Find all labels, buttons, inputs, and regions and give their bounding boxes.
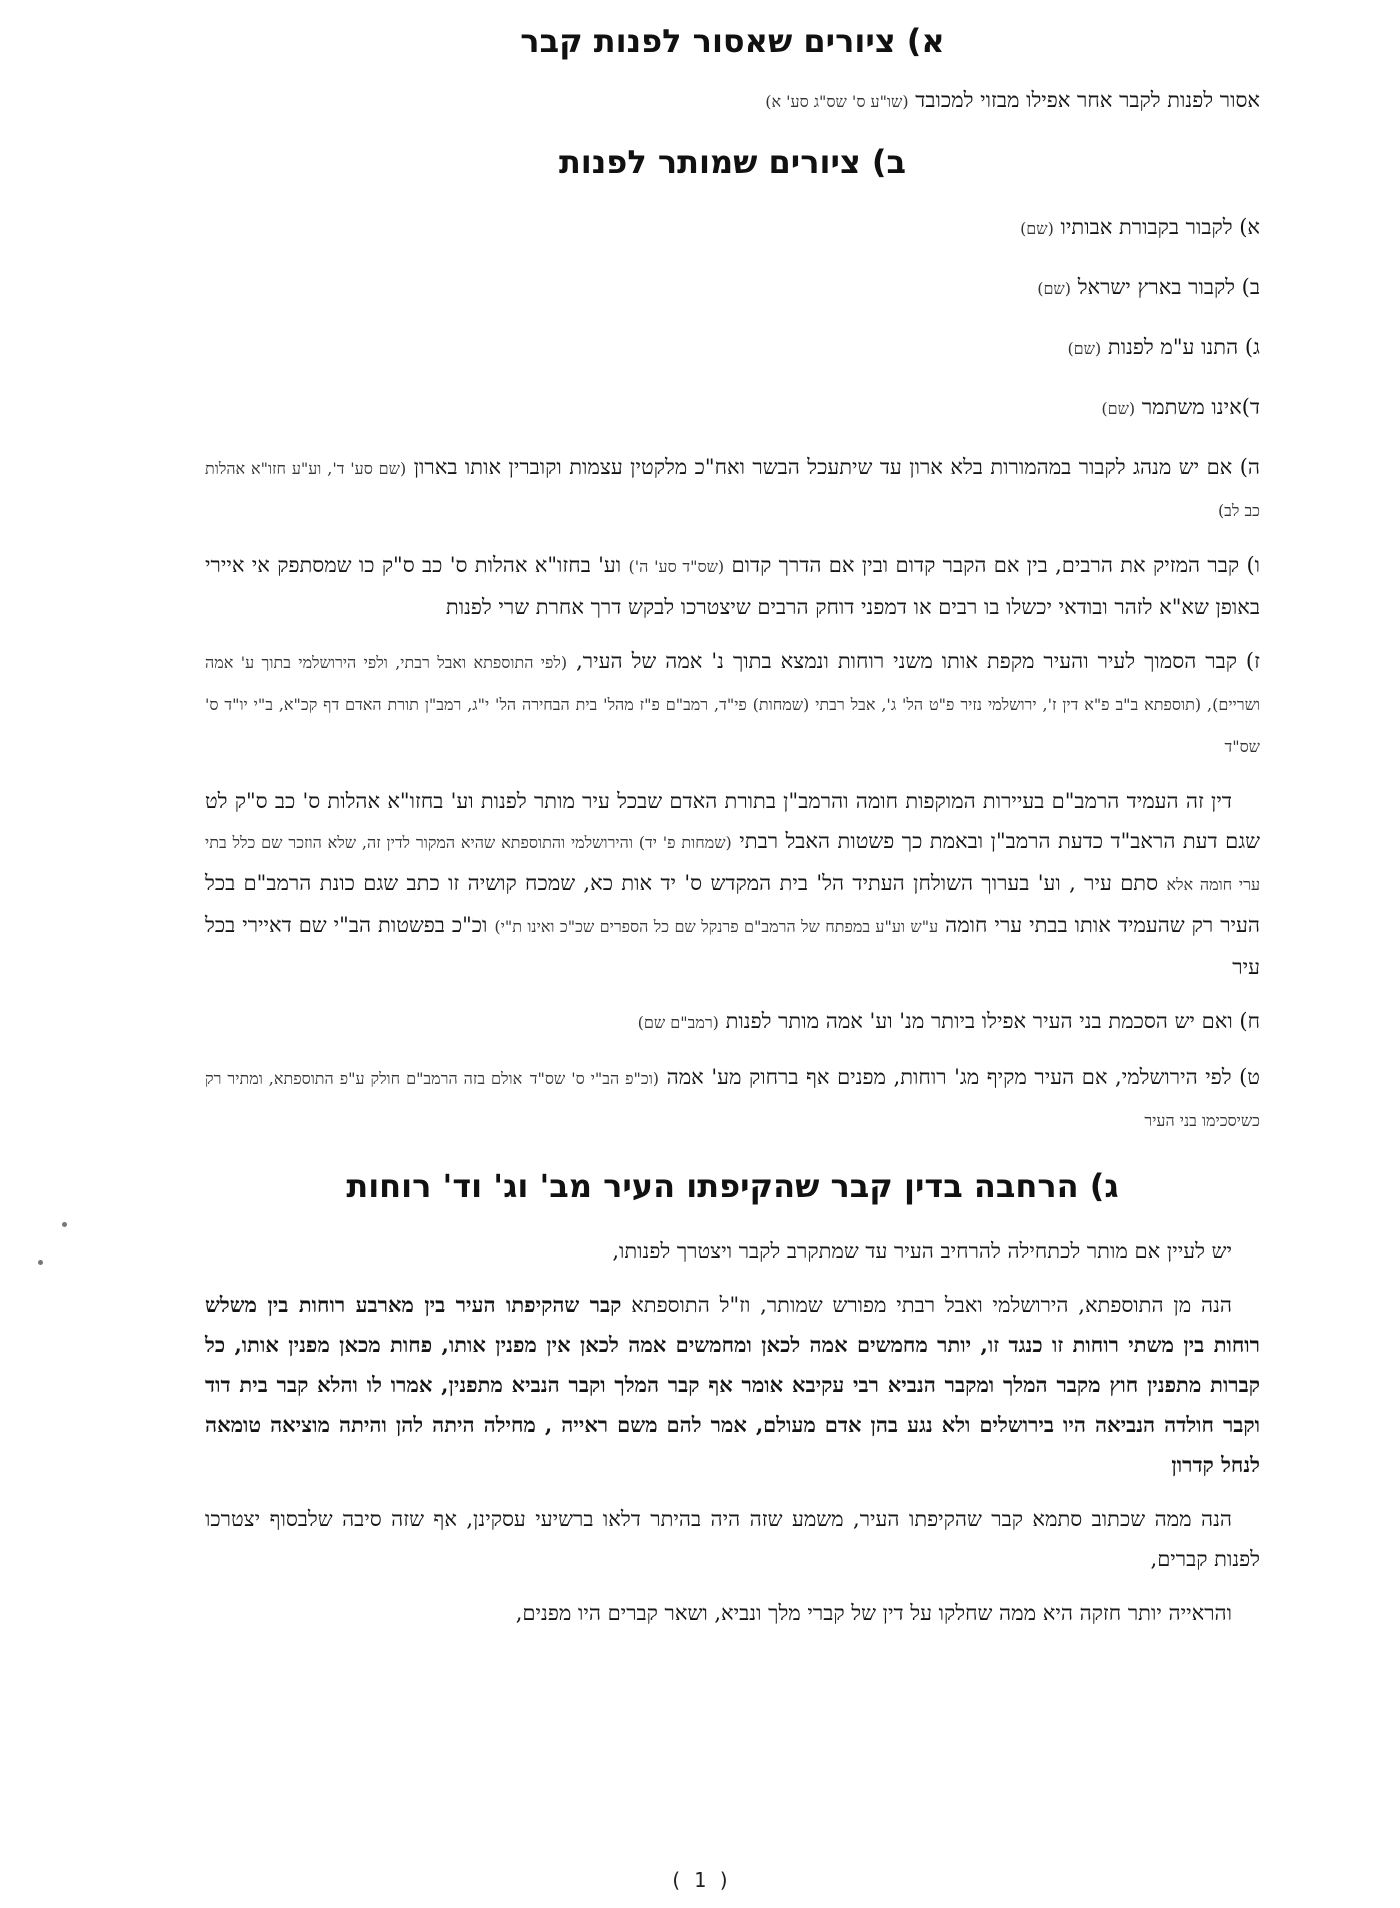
din-text: וכ"כ בפשטות הב"י שם דאיירי בכל עיר — [205, 913, 1260, 979]
list-item — [205, 1057, 1260, 1141]
din-paragraph — [205, 781, 1260, 987]
list-item — [205, 387, 1260, 429]
list-item-text: א) לקבור בקבורת אבותיו — [1060, 215, 1260, 239]
section-a-intro-ref: (שו"ע ס' שס"ג סע' א) — [765, 92, 909, 111]
list-item-ref: (שם) — [1037, 279, 1071, 298]
section-b-title: ב) ציורים שמותר לפנות — [558, 143, 907, 181]
list-item-text: ז) קבר הסמוך לעיר והעיר מקפת אותו משני רוחות ונמצא בתוך נ' אמה של העיר, — [576, 649, 1260, 673]
list-item-ref: (שם) — [1020, 219, 1054, 238]
din-ref: (שמחות פ' יד) והירושלמי והתוספתא שהיא המקור לדין זה, שלא הוזכר שם כלל בתי ערי חומה אלא — [205, 833, 1261, 894]
list-item-text: ט) לפי הירושלמי, אם העיר מקיף מג' רוחות, מפנים אף ברחוק מע' אמה — [666, 1065, 1260, 1089]
list-item-continuation: וע' בחזו"א אהלות ס' כב ס"ק כו שמסתפק אי איירי באופן שא"א לזהר ובודאי יכשלו בו רבים או דמפני דוחק הרבים שיצטרכו לבקש דרך אחרת שרי לפנות — [205, 553, 1260, 619]
section-c-quote: קבר שהקיפתו העיר בין מארבע רוחות בין משלש רוחות בין משתי רוחות זו כנגד זו, יותר מחמשים אמה לכאן ומחמשים אמה לכאן אין מפנין אותו, פחות מכאן מפנין אותו, כל קברות מתפנין חוץ מקבר המלך ומקבר הנביא רבי עקיבא אומר אף קבר המלך וקבר הנביא מתפנין, אמרו לו והלא קבר בית דוד וקבר חולדה הנביאה היו בירושלים ולא נגע בהן אדם מעולם, אמר להם משם ראייה , מחילה היתה להן והיתה מוציאה טומאה לנחל קדרון — [205, 1292, 1260, 1477]
list-item-text: ה) אם יש מנהג לקבור במהמורות בלא ארון עד שיתעכל הבשר ואח"כ מלקטין עצמות וקוברין אותו בארון — [413, 455, 1260, 479]
list-item-text: ב) לקבור בארץ ישראל — [1077, 275, 1260, 299]
list-item-ref: (לפי התוספתא ואבל רבתי, ולפי הירושלמי בתוך ע' אמה ושריים), (תוספתא ב"ב פ"א דין ז', ירושלמי נזיר פ"ט הל' ג', אבל רבתי (שמחות) פי"ד, רמב"ם פ"ז מהל' בית הבחירה הל' י"ג, רמב"ן תורת האדם דף קכ"א, ב"י יו"ד ס' שס"ד — [205, 653, 1260, 756]
section-c-title: ג) הרחבה בדין קבר שהקיפתו העיר מב' וג' וד' רוחות — [346, 1167, 1119, 1205]
section-c-lead: הנה מן התוספתא, הירושלמי ואבל רבתי מפורש שמותר, וז"ל התוספתא — [631, 1293, 1232, 1317]
section-c-paragraph: יש לעיין אם מותר לכתחילה להרחיב העיר עד שמתקרב לקבר ויצטרך לפנותו, — [612, 1239, 1232, 1263]
list-item — [205, 1001, 1260, 1043]
din-text: דין זה העמיד הרמב"ם בעיירות המוקפות חומה והרמב"ן בתורת האדם שבכל עיר מותר לפנות וע' בחזו"א אהלות ס' כב ס"ק לט שגם דעת הראב"ד כדעת הרמב"ן ובאמת כך פשטות האבל רבתי — [205, 789, 1261, 853]
scan-speck — [38, 1260, 43, 1265]
document-body — [205, 22, 1260, 1647]
list-item-text: ג) התנו ע"מ לפנות — [1107, 335, 1260, 359]
list-item — [205, 267, 1260, 309]
page-number: ( 1 ) — [669, 1868, 731, 1892]
list-item — [205, 207, 1260, 249]
list-item-ref: (וכ"פ הב"י ס' שס"ד — [529, 1069, 660, 1088]
scan-speck — [62, 1222, 67, 1227]
list-item-text: ו) קבר המזיק את הרבים, בין אם הקבר קדום ובין אם הדרך קדום — [731, 553, 1261, 577]
list-item-ref: (שס"ד סע' ה') — [628, 557, 725, 576]
din-ref: ע"ש וע"ע במפתח של הרמב"ם פרנקל שם כל הספרים שכ"כ ואינו ת"י) — [494, 917, 939, 936]
list-item-ref: (שם סע' ד', וע"ע חזו"א אהלות כב לב) — [205, 459, 1260, 520]
list-item-continuation: אולם בזה הרמב"ם חולק ע"פ התוספתא, ומתיר רק כשיסכימו בני העיר — [205, 1069, 1260, 1130]
list-item — [205, 641, 1260, 767]
section-c-paragraph: והראייה יותר חזקה היא ממה שחלקו על דין של קברי מלך ונביא, ושאר קברים היו מפנים, — [515, 1601, 1232, 1625]
section-a-intro — [205, 88, 1260, 113]
section-a-intro-text: אסור לפנות לקבר אחר אפילו מבזוי למכובד — [915, 88, 1260, 112]
list-item-ref: (רמב"ם שם) — [637, 1013, 719, 1032]
list-item — [205, 327, 1260, 369]
list-item — [205, 447, 1260, 531]
section-a-title: א) ציורים שאסור לפנות קבר — [520, 22, 945, 60]
list-item-text: ח) ואם יש הסכמת בני העיר אפילו ביותר מנ' וע' אמה מותר לפנות — [725, 1009, 1260, 1033]
section-c-paragraph: הנה ממה שכתוב סתמא קבר שהקיפתו העיר, משמע שזה היה בהיתר דלאו ברשיעי עסקינן, אף שזה סיבה שלבסוף יצטרכו לפנות קברים, — [205, 1507, 1260, 1571]
din-text: סתם עיר , וע' בערוך השולחן העתיד הל' בית המקדש ס' יד אות כא, שמכח קושיה זו כתב שגם כונת הרמב"ם בכל העיר רק שהעמיד אותו בבתי ערי חומה — [205, 871, 1260, 937]
list-item — [205, 545, 1260, 627]
list-item-ref: (שם) — [1101, 399, 1136, 418]
list-item-ref: (שם) — [1067, 339, 1102, 358]
list-item-text: ד)אינו משתמר — [1141, 395, 1260, 419]
section-c-paragraph — [205, 1285, 1260, 1485]
